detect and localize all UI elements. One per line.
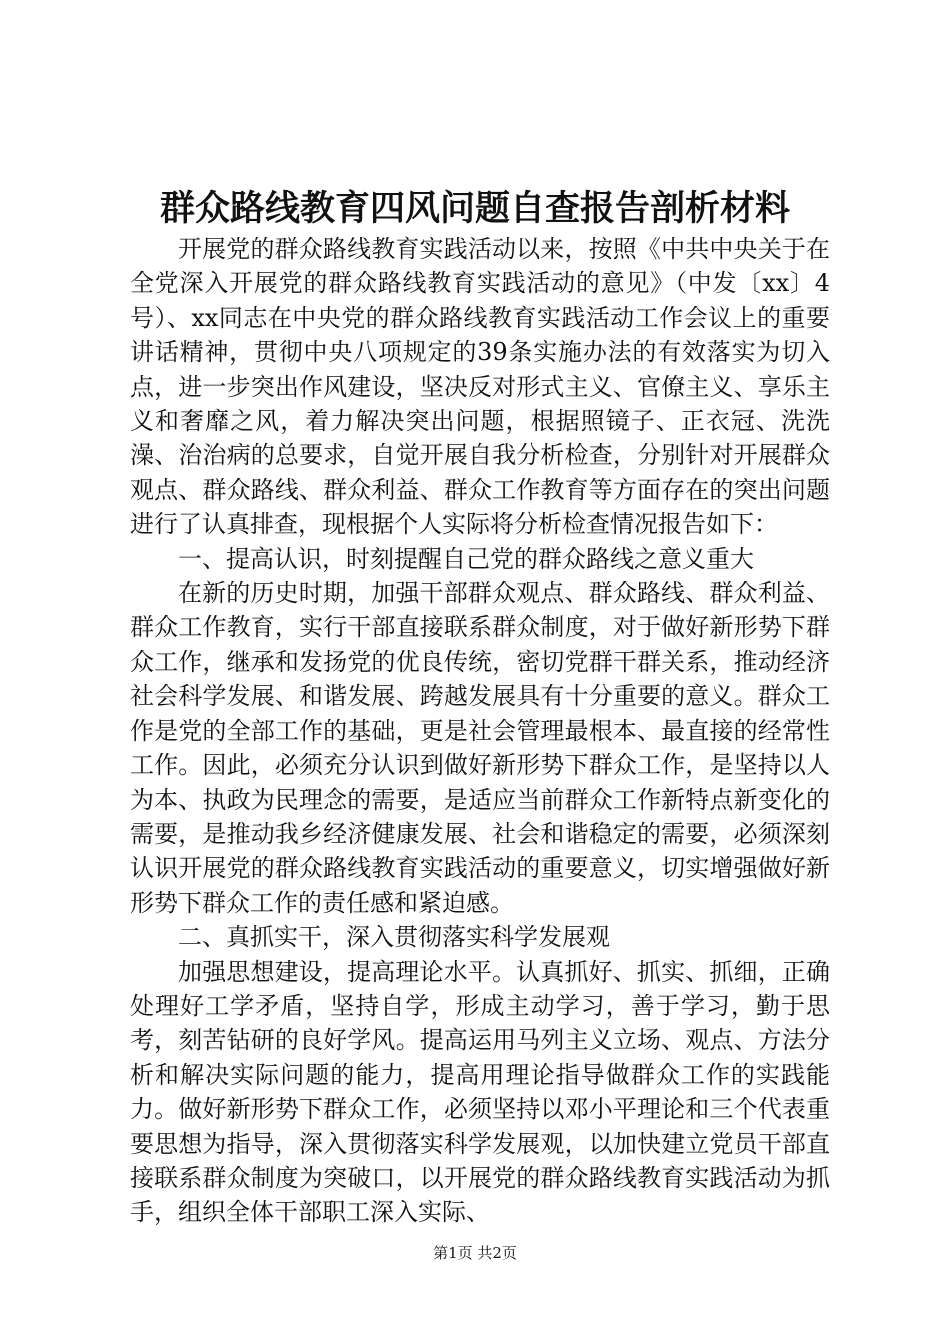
- paragraph-section-2: 加强思想建设，提高理论水平。认真抓好、抓实、抓细，正确处理好工学矛盾，坚持自学，形成主动学习，善于学习，勤于思考，刻苦钻研的良好学风。提高运用马列主义立场、观点、方法分析和解决实际问题的能力，提高用理论指导做群众工作的实践能力。做好新形势下群众工作，必须坚持以邓小平理论和三个代表重要思想为指导，深入贯彻落实科学发展观，以加快建立党员干部直接联系群众制度为突破口，以开展党的群众路线教育实践活动为抓手，组织全体干部职工深入实际、: [130, 957, 830, 1227]
- section-heading-2: 二、真抓实干，深入贯彻落实科学发展观: [178, 923, 610, 952]
- paragraph-intro: 开展党的群众路线教育实践活动以来，按照《中共中央关于在全党深入开展党的群众路线教育实践活动的意见》（中发〔xx〕4号）、xx同志在中央党的群众路线教育实践活动工作会议上的重要讲话精神，贯彻中央八项规定的39条实施办法的有效落实为切入点，进一步突出作风建设，坚决反对形式主义、官僚主义、享乐主义和奢靡之风，着力解决突出问题，根据照镜子、正衣冠、洗洗澡、治治病的总要求，自觉开展自我分析检查，分别针对开展群众观点、群众路线、群众利益、群众工作教育等方面存在的突出问题进行了认真排查，现根据个人实际将分析检查情况报告如下：: [130, 235, 830, 539]
- section-heading-1: 一、提高认识，时刻提醒自己党的群众路线之意义重大: [178, 544, 754, 573]
- document-title: 群众路线教育四风问题自查报告剖析材料: [159, 188, 790, 229]
- document-body: [130, 232, 830, 1230]
- paragraph-section-1: 在新的历史时期，加强干部群众观点、群众路线、群众利益、群众工作教育，实行干部直接联系群众制度，对于做好新形势下群众工作，继承和发扬党的优良传统，密切党群干群关系，推动经济社会科学发展、和谐发展、跨越发展具有十分重要的意义。群众工作是党的全部工作的基础，更是社会管理最根本、最直接的经常性工作。因此，必须充分认识到做好新形势下群众工作，是坚持以人为本、执政为民理念的需要，是适应当前群众工作新特点新变化的需要，是推动我乡经济健康发展、社会和谐稳定的需要，必须深刻认识开展党的群众路线教育实践活动的重要意义，切实增强做好新形势下群众工作的责任感和紧迫感。: [130, 579, 830, 917]
- page-number-footer: 第1页 共2页: [433, 1244, 517, 1262]
